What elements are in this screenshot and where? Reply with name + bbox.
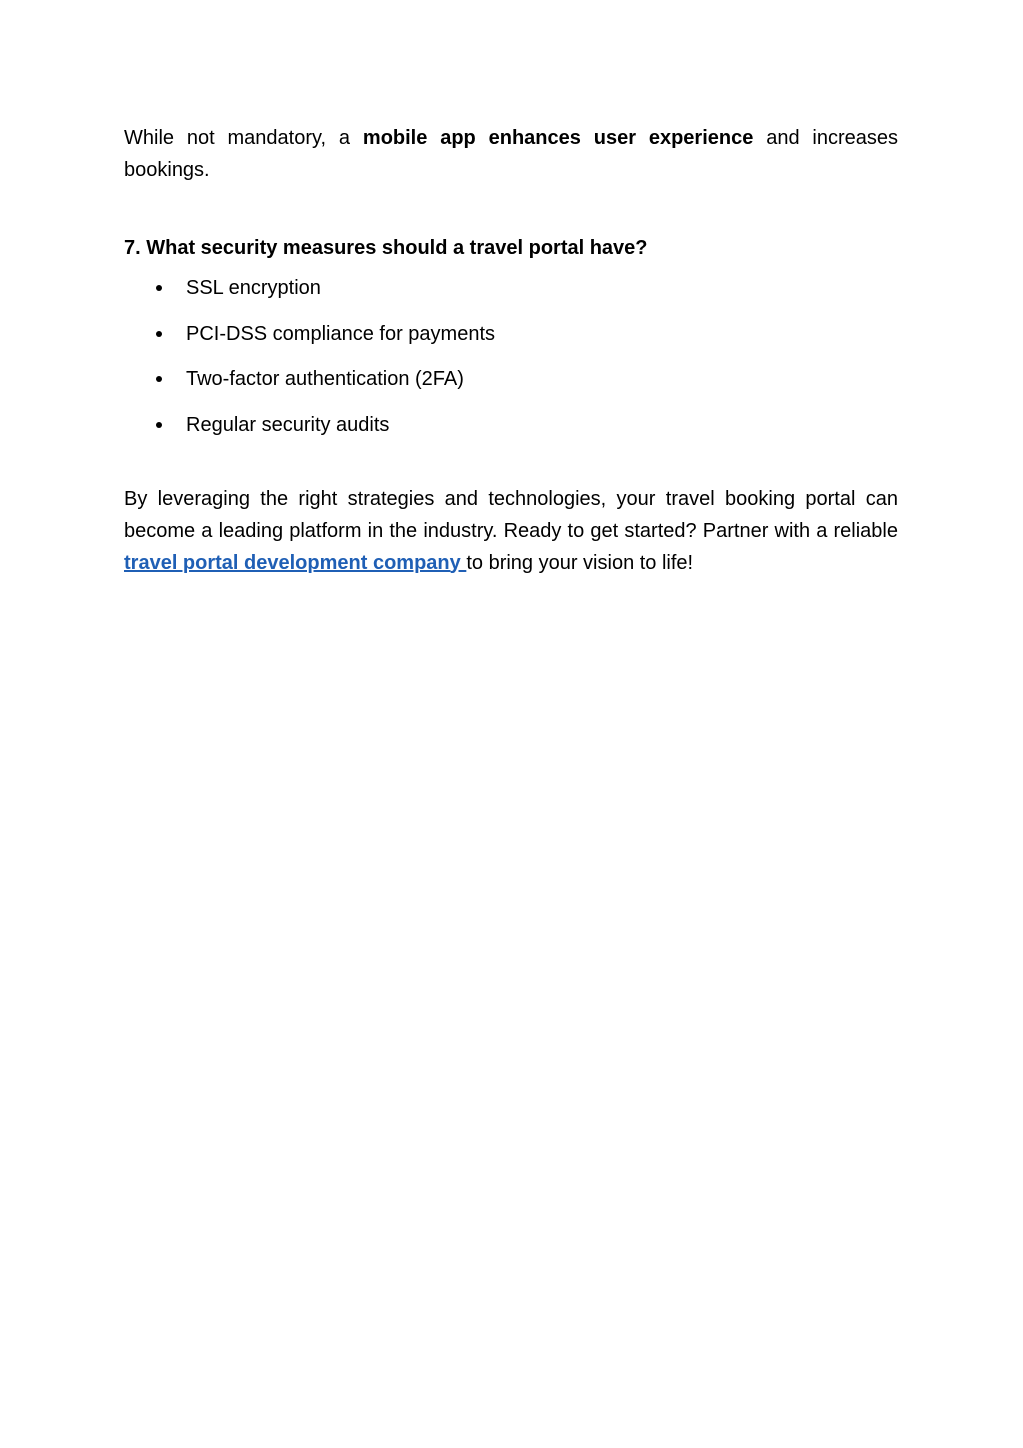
bullet-icon xyxy=(156,285,162,291)
bullet-icon xyxy=(156,376,162,382)
closing-paragraph xyxy=(124,483,898,579)
bullet-icon xyxy=(156,331,162,337)
question-heading: 7. What security measures should a travel portal have? xyxy=(124,237,648,259)
list-item-label: Regular security audits xyxy=(186,413,390,436)
intro-text-before: While not mandatory, a xyxy=(124,127,363,149)
closing-text-after: to bring your vision to life! xyxy=(466,551,694,574)
security-measures-list xyxy=(124,272,898,441)
intro-bold-text: mobile app enhances user experience xyxy=(362,127,754,149)
list-item-label: SSL encryption xyxy=(186,277,321,299)
bullet-icon xyxy=(156,422,162,428)
list-item xyxy=(124,409,898,441)
travel-portal-link[interactable]: travel portal development company xyxy=(124,551,467,574)
list-item xyxy=(124,363,898,395)
list-item xyxy=(124,318,898,350)
closing-text-before: By leveraging the right strategies and technologies, your travel booking portal can become a leading platform in the industry. Ready to get started? Partner with a reliable xyxy=(124,487,898,542)
page-content xyxy=(124,122,898,579)
intro-text-after: and increases bookings. xyxy=(124,127,899,181)
list-item-label: PCI-DSS compliance for payments xyxy=(186,322,496,345)
list-item-label: Two-factor authentication (2FA) xyxy=(186,368,464,390)
intro-paragraph xyxy=(124,122,898,186)
list-item xyxy=(124,272,898,304)
